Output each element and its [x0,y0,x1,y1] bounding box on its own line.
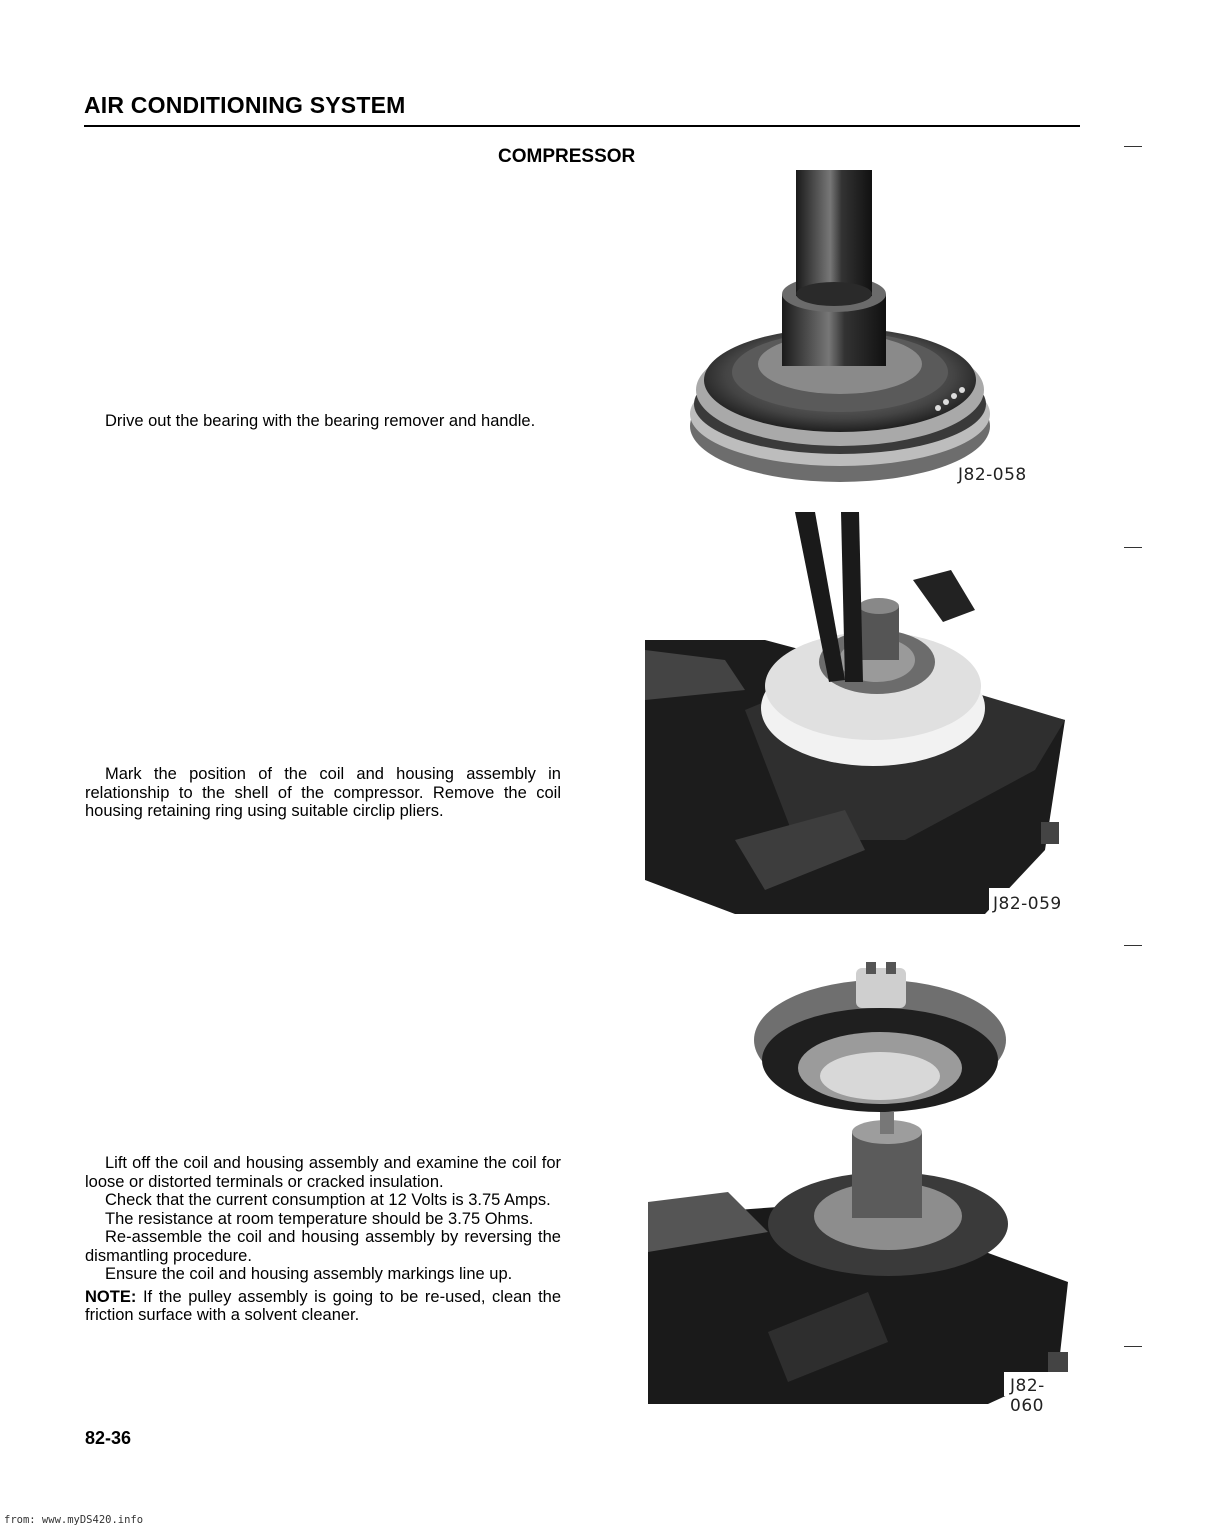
step-3-line-2: Check that the current consumption at 12 Volts is 3.75 Amps. [105,1191,551,1209]
figure-1-label: J82-058 [958,465,1027,485]
note-label: NOTE: [85,1287,137,1306]
header-rule [84,125,1080,127]
page-number: 82-36 [85,1428,132,1448]
step-3-line-5: Ensure the coil and housing assembly markings line up. [105,1265,513,1283]
section-title: AIR CONDITIONING SYSTEM [84,92,406,118]
step-2-text [85,765,561,821]
margin-mark [1124,547,1142,548]
figure-3-label: J82-060 [1010,1376,1045,1416]
figure-3-illustration [648,952,1078,1404]
figure-coil-housing-removal [648,952,1078,1416]
step-3-line-4: Re-assemble the coil and housing assembly by reversing the dismantling procedure. [85,1228,561,1265]
margin-mark [1124,1346,1142,1347]
step-2-paragraph: Mark the position of the coil and housing assembly in relationship to the shell of the compressor. Remove the coil housing retaining ring using suitable circlip pliers. [85,765,561,820]
step-3-line-1: Lift off the coil and housing assembly and examine the coil for loose or distorted terminals or cracked insulation. [85,1154,561,1191]
figure-bearing-removal [688,168,1048,498]
footer-source: from: www.myDS420.info [4,1514,144,1526]
figure-2-illustration [645,510,1075,920]
figure-2-label: J82-059 [993,894,1062,914]
step-1-text [85,412,561,431]
step-3-text [85,1154,561,1325]
margin-mark [1124,146,1142,147]
step-1-paragraph: Drive out the bearing with the bearing remover and handle. [105,412,536,430]
margin-mark [1124,945,1142,946]
figure-retaining-ring [645,510,1075,920]
note [85,1288,561,1325]
step-3-line-3: The resistance at room temperature should be 3.75 Ohms. [105,1209,534,1228]
note-text: If the pulley assembly is going to be re-used, clean the friction surface with a solvent cleaner. [85,1287,561,1324]
figure-1-illustration [688,168,1048,498]
subsection-title: COMPRESSOR [498,146,636,167]
